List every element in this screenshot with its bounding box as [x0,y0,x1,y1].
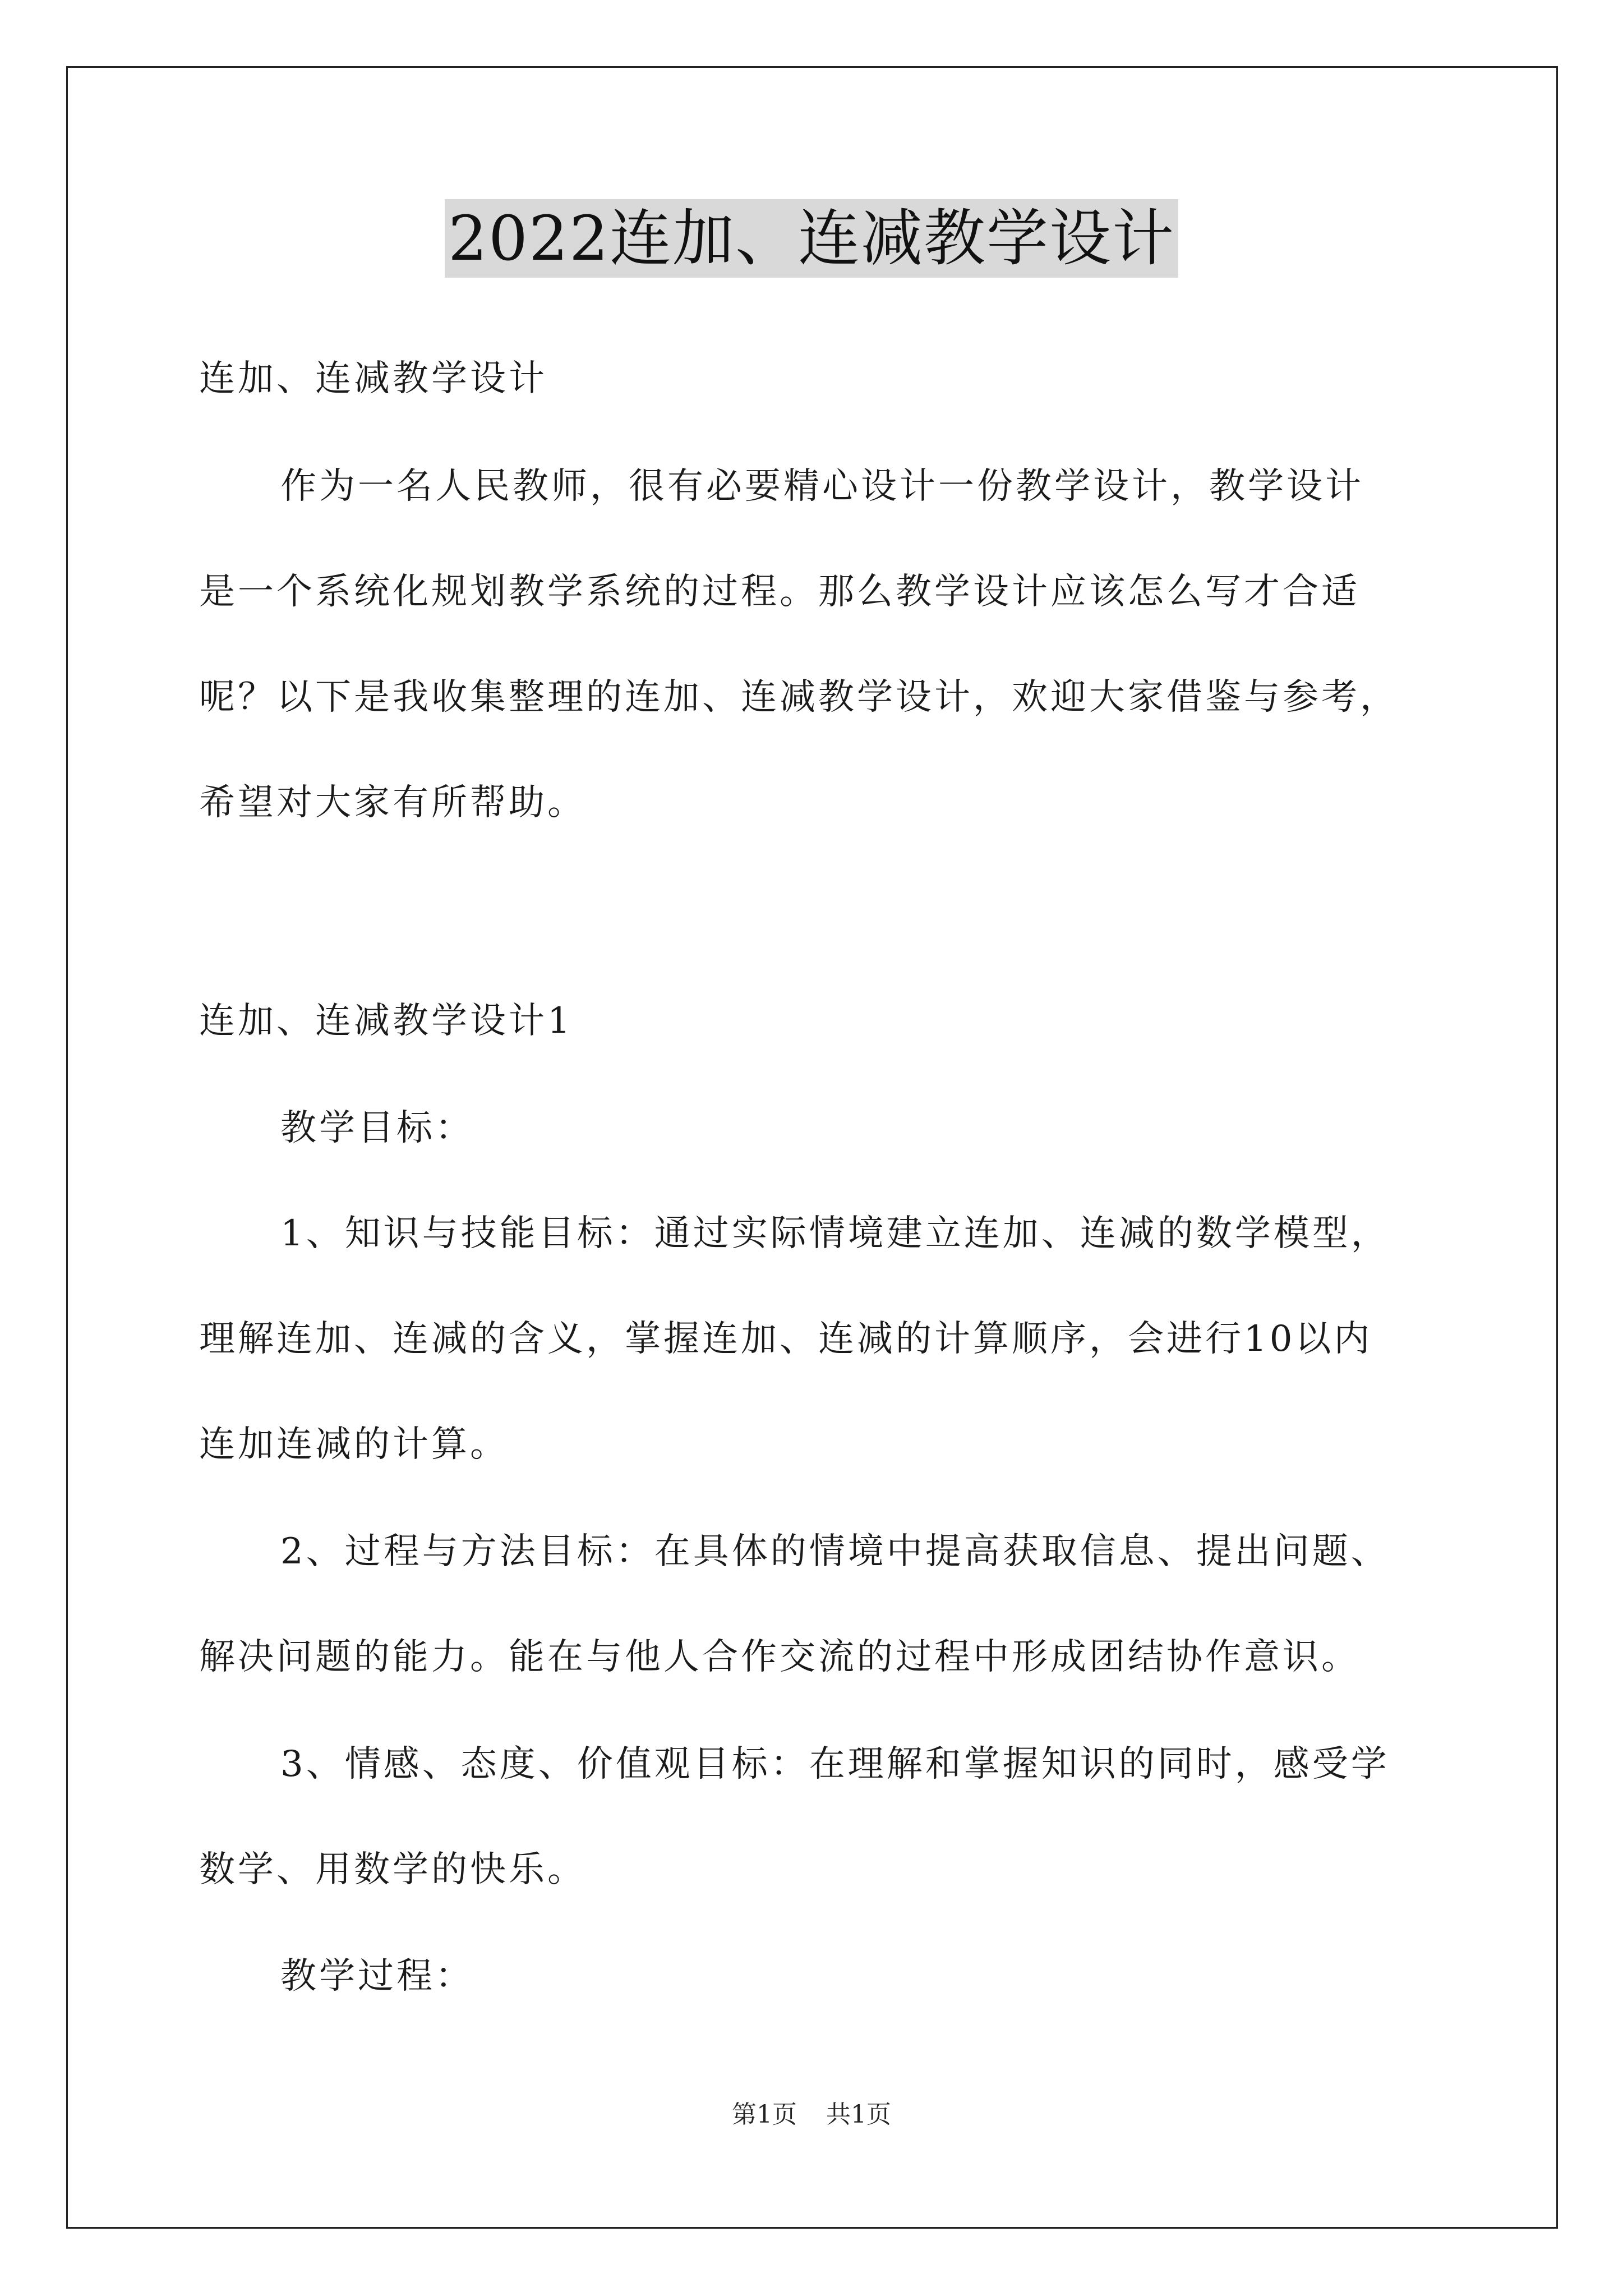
subtitle-line: 连加、连减教学设计 [199,358,547,399]
paragraph-line: 教学目标： [280,1107,474,1149]
paragraph-line: 作为一名人民教师，很有必要精心设计一份教学设计，教学设计 [280,466,1364,507]
paragraph-line: 呢？以下是我收集整理的连加、连减教学设计，欢迎大家借鉴与参考， [199,677,1399,718]
paragraph-line: 教学过程： [280,1955,474,1997]
section-heading: 连加、连减教学设计1 [199,1000,573,1042]
paragraph-line: 3、情感、态度、价值观目标：在理解和掌握知识的同时，感受学 [280,1743,1390,1785]
paragraph-line: 是一个系统化规划教学系统的过程。那么教学设计应该怎么写才合适 [199,571,1360,613]
paragraph-line: 希望对大家有所帮助。 [199,782,586,823]
page-footer [0,2098,1623,2132]
title-container [0,199,1623,278]
paragraph-line: 1、知识与技能目标：通过实际情境建立连加、连减的数学模型， [280,1213,1390,1254]
total-pages: 共1页 [826,2100,891,2129]
paragraph-line: 数学、用数学的快乐。 [199,1849,586,1890]
paragraph-line: 理解连加、连减的含义，掌握连加、连减的计算顺序，会进行10以内 [199,1318,1373,1360]
paragraph-line: 解决问题的能力。能在与他人合作交流的过程中形成团结协作意识。 [199,1636,1360,1678]
current-page-number: 第1页 [732,2100,797,2129]
paragraph-line: 连加连减的计算。 [199,1424,509,1465]
paragraph-line: 2、过程与方法目标：在具体的情境中提高获取信息、提出问题、 [280,1531,1390,1572]
document-title: 2022连加、连减教学设计 [445,199,1178,278]
